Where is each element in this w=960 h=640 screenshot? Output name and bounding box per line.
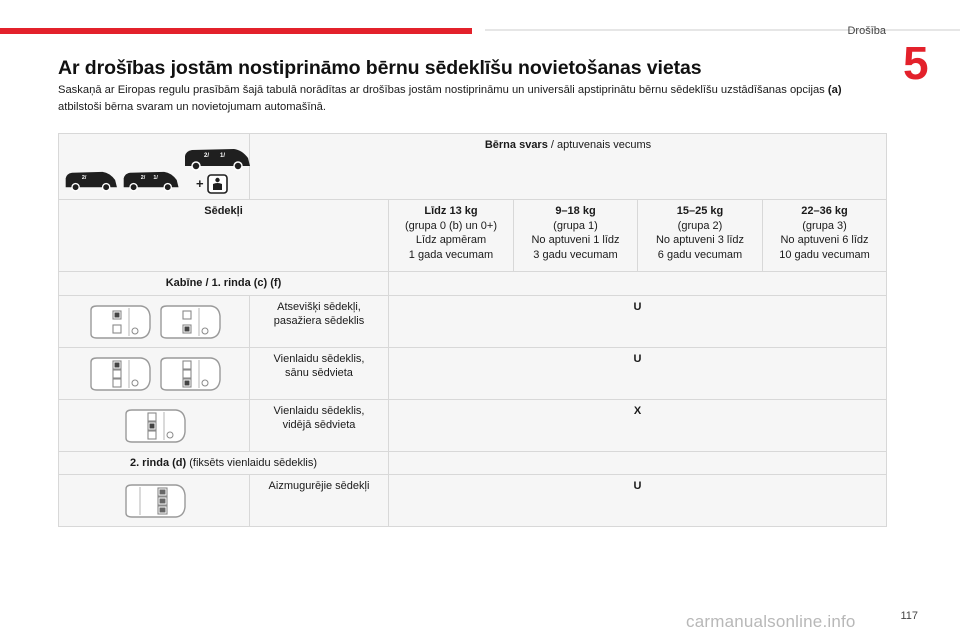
- group-cell: [638, 200, 763, 272]
- child-seat-plus-icon: [196, 174, 230, 194]
- section-row2-bold: 2. rinda (d): [129, 456, 187, 469]
- row-label: Atsevišķi sēdekļi,: [277, 300, 361, 313]
- group-line: 3 gadu vecumam: [533, 248, 618, 261]
- row-label-cell: [250, 399, 389, 451]
- row-label: pasažiera sēdeklis: [273, 315, 365, 327]
- page-number: 117: [900, 610, 918, 622]
- group-cell: [514, 200, 638, 272]
- svg-text:1/: 1/: [220, 153, 226, 159]
- row-value: U: [633, 480, 642, 492]
- intro-ref: (a): [827, 84, 842, 96]
- row-label: Vienlaidu sēdeklis,: [273, 404, 365, 417]
- svg-text:2/: 2/: [140, 175, 145, 182]
- section-row2-cell: [59, 451, 389, 475]
- weight-title-bold: Bērna svars: [484, 139, 548, 151]
- car-top-view-icon: [155, 354, 223, 394]
- row-icon-cell: [59, 399, 250, 451]
- row-label-cell: [250, 475, 389, 527]
- seats-label-cell: [59, 200, 389, 272]
- svg-text:2/: 2/: [204, 153, 210, 159]
- car-top-view-icon: [85, 354, 153, 394]
- van-long-icon: [182, 144, 252, 172]
- car-top-view-icon: [120, 406, 188, 446]
- svg-text:2/: 2/: [81, 175, 87, 182]
- header-icon-cell: [59, 134, 250, 200]
- row-icon-cell: [59, 295, 250, 347]
- row-icon-cell: [59, 347, 250, 399]
- group-weight: 22–36 kg: [801, 205, 848, 217]
- child-seat-table: [58, 133, 887, 527]
- group-line: No aptuveni 6 līdz: [780, 234, 869, 246]
- group-line: No aptuveni 3 līdz: [655, 234, 745, 246]
- watermark: carmanualsonline.info: [686, 612, 856, 631]
- row-value: U: [633, 352, 642, 365]
- group-line: No aptuveni 1 līdz: [531, 234, 620, 246]
- group-line: 6 gadu vecumam: [657, 248, 743, 261]
- car-top-view-icon: [120, 481, 188, 521]
- row-value-cell: [389, 347, 887, 399]
- row-label: vidējā sēdvieta: [282, 419, 356, 431]
- group-cell: [763, 200, 887, 272]
- group-weight: 15–25 kg: [676, 205, 724, 217]
- section-cabin-label: Kabīne / 1. rinda (c) (f): [165, 277, 282, 289]
- header-separator: [485, 29, 960, 31]
- row-label-cell: [250, 347, 389, 399]
- group-line: (grupa 2): [677, 219, 723, 232]
- intro-text-end: atbilstoši bērna svaram un novietojumam automašīnā.: [58, 101, 327, 113]
- weight-title-rest: / aptuvenais vecums: [547, 139, 652, 151]
- row-value: X: [633, 404, 642, 417]
- chapter-title: Drošība: [847, 25, 886, 37]
- row-value-cell: [389, 399, 887, 451]
- group-line: (grupa 0 (b) un 0+): [404, 219, 498, 232]
- weight-title-cell: [250, 134, 887, 200]
- van-medium-icon: [121, 166, 180, 194]
- section-cabin-cell: [59, 272, 389, 296]
- van-short-icon: [63, 166, 119, 194]
- group-line: 10 gadu vecumam: [779, 248, 870, 261]
- group-weight: 9–18 kg: [555, 205, 596, 217]
- page-heading: Ar drošības jostām nostiprināmo bērnu sēdeklīšu novietošanas vietas: [58, 57, 702, 79]
- row-label-cell: [250, 295, 389, 347]
- group-line: 1 gada vecumam: [408, 248, 494, 261]
- group-line: Līdz apmēram: [415, 234, 487, 246]
- row-icon-cell: [59, 475, 250, 527]
- car-top-view-icon: [155, 302, 223, 342]
- intro-text: Saskaņā ar Eiropas regulu prasībām šajā tabulā norādītas ar drošības jostām nostiprināmu un universāli apstiprinātu bērnu sēdeklīšu uzstādīšanas opcijas: [58, 84, 825, 96]
- row-value-cell: [389, 295, 887, 347]
- row-value-cell: [389, 475, 887, 527]
- chapter-number: 5: [903, 37, 929, 89]
- section-row2-empty: [389, 451, 887, 475]
- section-row2-rest: (fiksēts vienlaidu sēdeklis): [186, 456, 318, 469]
- row-value: U: [633, 300, 642, 313]
- group-line: (grupa 1): [553, 219, 598, 232]
- car-top-view-icon: [85, 302, 153, 342]
- top-accent-bar: [0, 28, 472, 34]
- section-cabin-empty: [389, 272, 887, 296]
- row-label: sānu sēdvieta: [285, 367, 353, 379]
- svg-text:+: +: [196, 176, 204, 191]
- seats-label: Sēdekļi: [204, 205, 243, 217]
- group-line: (grupa 3): [802, 219, 847, 232]
- group-weight: Līdz 13 kg: [424, 205, 478, 217]
- group-cell: [389, 200, 514, 272]
- row-label: Aizmugurējie sēdekļi: [268, 480, 370, 492]
- svg-text:1/: 1/: [153, 175, 158, 182]
- row-label: Vienlaidu sēdeklis,: [273, 352, 365, 365]
- intro-paragraph: [58, 82, 868, 116]
